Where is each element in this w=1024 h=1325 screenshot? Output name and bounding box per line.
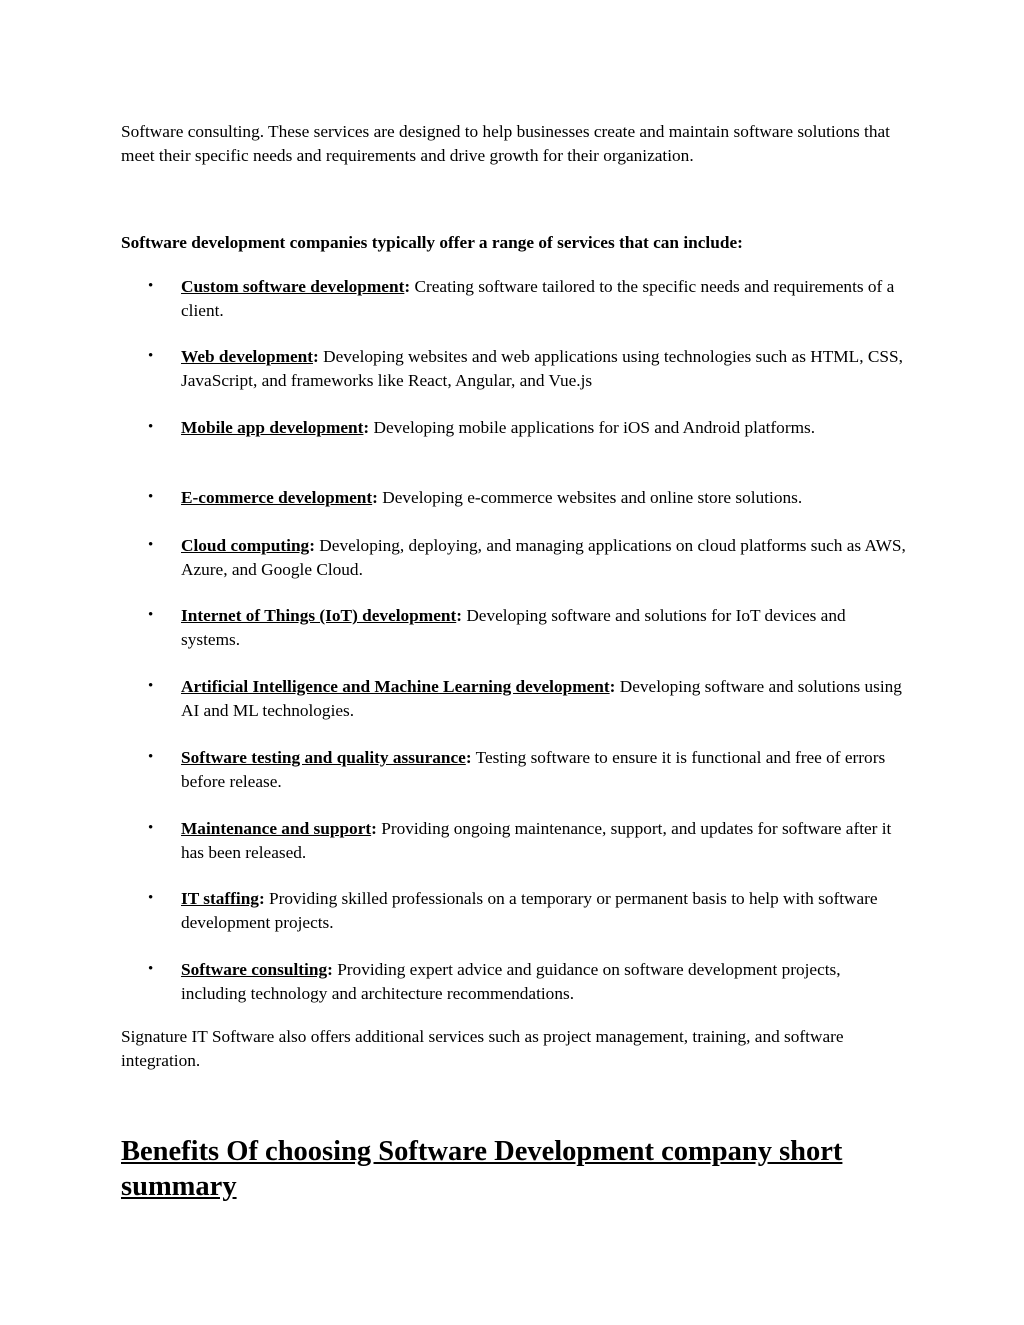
service-colon: : xyxy=(309,536,315,555)
list-item-text xyxy=(181,958,908,1005)
bullet-icon: • xyxy=(148,890,154,906)
list-item xyxy=(148,275,908,322)
service-description: Developing, deploying, and managing applications on cloud platforms such as AWS, Azure, and Google Cloud. xyxy=(181,536,906,579)
list-item-text xyxy=(181,345,908,392)
section-heading: Benefits Of choosing Software Development company short summary xyxy=(121,1136,843,1202)
list-item xyxy=(148,817,908,864)
list-item-text xyxy=(181,416,908,440)
service-term: Artificial Intelligence and Machine Learning development xyxy=(181,677,610,696)
bullet-icon: • xyxy=(148,419,154,435)
list-item-text xyxy=(181,486,938,510)
service-description: Developing software and solutions using AI and ML technologies. xyxy=(181,677,902,720)
service-colon: : xyxy=(313,347,319,366)
bullet-icon: • xyxy=(148,537,154,553)
intro-paragraph: Software consulting. These services are designed to help businesses create and maintain software solutions that meet their specific needs and requirements and drive growth for their organization. xyxy=(121,122,890,165)
service-term: Internet of Things (IoT) development xyxy=(181,606,457,625)
bullet-icon: • xyxy=(148,278,154,294)
service-colon: : xyxy=(363,418,370,437)
service-colon: : xyxy=(465,748,472,767)
bullet-icon: • xyxy=(148,348,154,364)
list-item xyxy=(148,958,908,1005)
service-term: E-commerce development xyxy=(181,488,373,507)
services-lead-sentence: Software development companies typically offer a range of services that can include: xyxy=(121,233,743,252)
service-colon: : xyxy=(258,889,265,908)
list-item xyxy=(148,746,908,793)
list-item xyxy=(148,534,908,581)
bullet-icon: • xyxy=(148,961,154,977)
service-description: Developing mobile applications for iOS and Android platforms. xyxy=(369,418,816,437)
service-description: Developing software and solutions for IoT devices and systems. xyxy=(181,606,846,649)
service-term: Software consulting xyxy=(181,960,328,979)
service-description: Providing ongoing maintenance, support, and updates for software after it has been released. xyxy=(181,819,892,862)
list-item xyxy=(148,486,938,510)
service-term: Software testing and quality assurance xyxy=(181,748,466,767)
service-term: IT staffing xyxy=(181,889,259,908)
service-colon: : xyxy=(456,606,462,625)
bullet-icon: • xyxy=(148,678,154,694)
service-description: Testing software to ensure it is functional and free of errors before release. xyxy=(181,748,886,791)
service-term: Custom software development xyxy=(181,277,405,296)
service-colon: : xyxy=(404,277,411,296)
closing-paragraph: Signature IT Software also offers additional services such as project management, training, and software integration. xyxy=(121,1027,844,1070)
list-item xyxy=(148,416,908,440)
list-item xyxy=(148,345,908,392)
list-item-text xyxy=(181,887,908,934)
list-item-text xyxy=(181,746,908,793)
service-description: Providing skilled professionals on a temporary or permanent basis to help with software development projects. xyxy=(181,889,878,932)
list-item-text xyxy=(181,534,908,581)
list-item xyxy=(148,675,908,722)
service-term: Maintenance and support xyxy=(181,819,372,838)
service-colon: : xyxy=(327,960,333,979)
service-term: Cloud computing xyxy=(181,536,310,555)
list-item-text xyxy=(181,275,908,322)
service-colon: : xyxy=(372,488,378,507)
bullet-icon: • xyxy=(148,607,154,623)
service-description: Creating software tailored to the specific needs and requirements of a client. xyxy=(181,277,895,320)
service-term: Mobile app development xyxy=(181,418,364,437)
service-colon: : xyxy=(371,819,377,838)
bullet-icon: • xyxy=(148,489,154,505)
service-colon: : xyxy=(609,677,616,696)
list-item-text xyxy=(181,604,908,651)
list-item-text xyxy=(181,817,908,864)
bullet-icon: • xyxy=(148,820,154,836)
list-item xyxy=(148,604,908,651)
service-description: Developing e-commerce websites and online store solutions. xyxy=(377,488,803,507)
service-description: Developing websites and web applications using technologies such as HTML, CSS, JavaScript, and frameworks like React, Angular, and Vue.js xyxy=(181,347,903,390)
service-term: Web development xyxy=(181,347,314,366)
list-item-text xyxy=(181,675,908,722)
bullet-icon: • xyxy=(148,749,154,765)
list-item xyxy=(148,887,908,934)
service-description: Providing expert advice and guidance on software development projects, including technology and architecture recommendations. xyxy=(181,960,841,1003)
